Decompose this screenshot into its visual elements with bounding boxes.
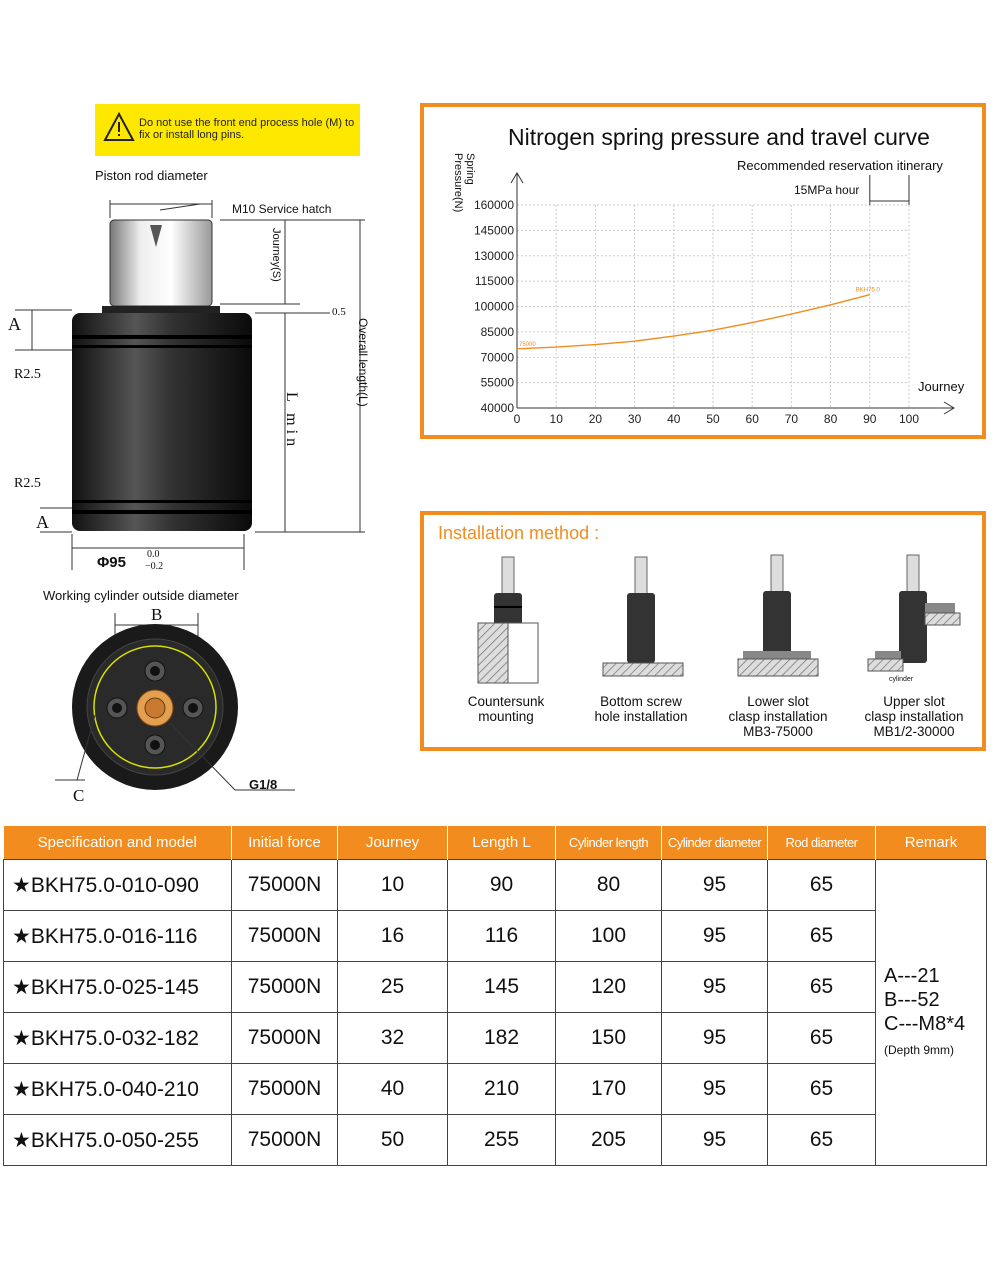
cell-model: ★BKH75.0-025-145	[4, 962, 232, 1013]
side-view-drawing	[0, 160, 400, 590]
a-label-bottom: A	[36, 512, 49, 532]
cell-force: 75000N	[232, 911, 338, 962]
cell-rod-diameter: 65	[768, 911, 876, 962]
chart-xlabel: Journey	[918, 379, 965, 394]
chart-subtitle: Recommended reservation itinerary	[737, 158, 943, 173]
table-header-row	[4, 826, 987, 860]
cell-journey: 32	[338, 1013, 448, 1064]
chart-plot	[420, 103, 986, 439]
y-tick-label: 160000	[473, 198, 514, 212]
header-journey: Journey	[338, 826, 448, 860]
diameter-label: Φ95	[97, 554, 126, 571]
cell-cyl-diameter: 95	[662, 962, 768, 1013]
cylinder-tag: cylinder	[889, 676, 914, 683]
table-row	[4, 911, 987, 962]
cell-length: 255	[448, 1115, 556, 1166]
cell-cyl-length: 100	[556, 911, 662, 962]
chart-annotation: 15MPa hour	[794, 183, 860, 197]
cell-journey: 25	[338, 962, 448, 1013]
cell-rod-diameter: 65	[768, 860, 876, 911]
y-tick-label: 70000	[480, 350, 514, 365]
cell-cyl-diameter: 95	[662, 911, 768, 962]
tol-lower: −0.2	[145, 561, 164, 572]
header-force: Initial force	[232, 826, 338, 860]
y-tick-label: 100000	[473, 299, 514, 314]
cell-cyl-length: 170	[556, 1064, 662, 1115]
cell-cyl-length: 150	[556, 1013, 662, 1064]
cell-length: 182	[448, 1013, 556, 1064]
piston-rod-label: Piston rod diameter	[95, 168, 208, 183]
cell-length: 145	[448, 962, 556, 1013]
overall-length-label: Overall length(L)	[356, 318, 370, 407]
y-tick-label: 55000	[480, 375, 514, 390]
chart-title: Nitrogen spring pressure and travel curve	[508, 124, 930, 150]
r-label-top: R2.5	[14, 367, 41, 382]
l-min-label: L min	[283, 392, 300, 451]
install-method-3: Lower slot clasp installation MB3-75000	[728, 694, 828, 739]
table-row	[4, 1013, 987, 1064]
cell-rod-diameter: 65	[768, 1064, 876, 1115]
cell-force: 75000N	[232, 1115, 338, 1166]
cell-remark: A---21 B---52 C---M8*4 (Depth 9mm)	[876, 860, 987, 1166]
table-row	[4, 962, 987, 1013]
r-label-bottom: R2.5	[14, 476, 41, 491]
cell-journey: 50	[338, 1115, 448, 1166]
x-tick-label: 100	[898, 412, 920, 426]
tol-upper: 0.0	[147, 549, 160, 560]
cell-cyl-length: 80	[556, 860, 662, 911]
cell-cyl-diameter: 95	[662, 1115, 768, 1166]
g-label: G1/8	[249, 777, 278, 792]
x-tick-label: 50	[706, 412, 720, 426]
install-method-1: Countersunk mounting	[467, 694, 545, 724]
chart-ylabel: Spring Pressure(N)	[452, 153, 476, 213]
b-label: B	[151, 605, 163, 624]
cell-journey: 10	[338, 860, 448, 911]
cell-force: 75000N	[232, 1064, 338, 1115]
table-row	[4, 1115, 987, 1166]
y-tick-label: 40000	[480, 401, 514, 415]
journey-s-label: Journey(S)	[270, 228, 282, 282]
c-label: C	[73, 786, 85, 805]
service-hatch-label: M10 Service hatch	[232, 202, 332, 216]
cell-cyl-diameter: 95	[662, 860, 768, 911]
header-cyl-diameter: Cylinder diameter	[662, 826, 768, 860]
install-method-2: Bottom screw hole installation	[594, 694, 688, 724]
installation-title: Installation method :	[438, 523, 600, 543]
working-cylinder-label: Working cylinder outside diameter	[43, 588, 239, 603]
cell-rod-diameter: 65	[768, 1115, 876, 1166]
cell-cyl-diameter: 95	[662, 1013, 768, 1064]
table-row	[4, 1064, 987, 1115]
gap-label: 0.5	[332, 306, 346, 318]
x-tick-label: 10	[549, 412, 563, 426]
install-method-4: Upper slot clasp installation MB1/2-30000	[864, 694, 964, 739]
x-tick-label: 20	[588, 412, 603, 426]
cell-length: 90	[448, 860, 556, 911]
cell-rod-diameter: 65	[768, 1013, 876, 1064]
warning-box	[95, 104, 360, 156]
series-start-label: 75000	[519, 341, 536, 348]
y-tick-label: 85000	[480, 324, 514, 339]
cell-rod-diameter: 65	[768, 962, 876, 1013]
x-tick-label: 40	[667, 412, 681, 426]
table-row	[4, 860, 987, 911]
header-model: Specification and model	[4, 826, 232, 860]
series-line	[517, 295, 870, 349]
warning-icon	[103, 112, 135, 142]
cell-journey: 40	[338, 1064, 448, 1115]
y-tick-label: 145000	[473, 223, 514, 238]
warning-text: Do not use the front end process hole (M) to fix or install long pins.	[139, 117, 355, 141]
x-tick-label: 70	[784, 412, 799, 426]
cell-model: ★BKH75.0-050-255	[4, 1115, 232, 1166]
cell-cyl-length: 120	[556, 962, 662, 1013]
x-tick-label: 90	[863, 412, 877, 426]
cell-model: ★BKH75.0-010-090	[4, 860, 232, 911]
header-rod-diameter: Rod diameter	[768, 826, 876, 860]
spec-table	[3, 826, 987, 1166]
x-tick-label: 60	[745, 412, 759, 426]
cell-length: 116	[448, 911, 556, 962]
cell-cyl-diameter: 95	[662, 1064, 768, 1115]
cell-model: ★BKH75.0-032-182	[4, 1013, 232, 1064]
y-tick-label: 130000	[473, 248, 514, 263]
x-tick-label: 30	[627, 412, 642, 426]
cell-model: ★BKH75.0-016-116	[4, 911, 232, 962]
header-length: Length L	[448, 826, 556, 860]
series-name-label: BKH75.0	[855, 287, 880, 294]
a-label-top: A	[8, 314, 21, 334]
x-tick-label: 0	[513, 412, 521, 426]
header-remark: Remark	[876, 826, 987, 860]
cell-model: ★BKH75.0-040-210	[4, 1064, 232, 1115]
cell-journey: 16	[338, 911, 448, 962]
cell-force: 75000N	[232, 860, 338, 911]
header-cyl-length: Cylinder length	[556, 826, 662, 860]
bottom-view-drawing	[55, 605, 305, 805]
cell-force: 75000N	[232, 1013, 338, 1064]
cell-force: 75000N	[232, 962, 338, 1013]
cell-length: 210	[448, 1064, 556, 1115]
y-tick-label: 115000	[474, 274, 514, 289]
cell-cyl-length: 205	[556, 1115, 662, 1166]
x-tick-label: 80	[823, 412, 838, 426]
